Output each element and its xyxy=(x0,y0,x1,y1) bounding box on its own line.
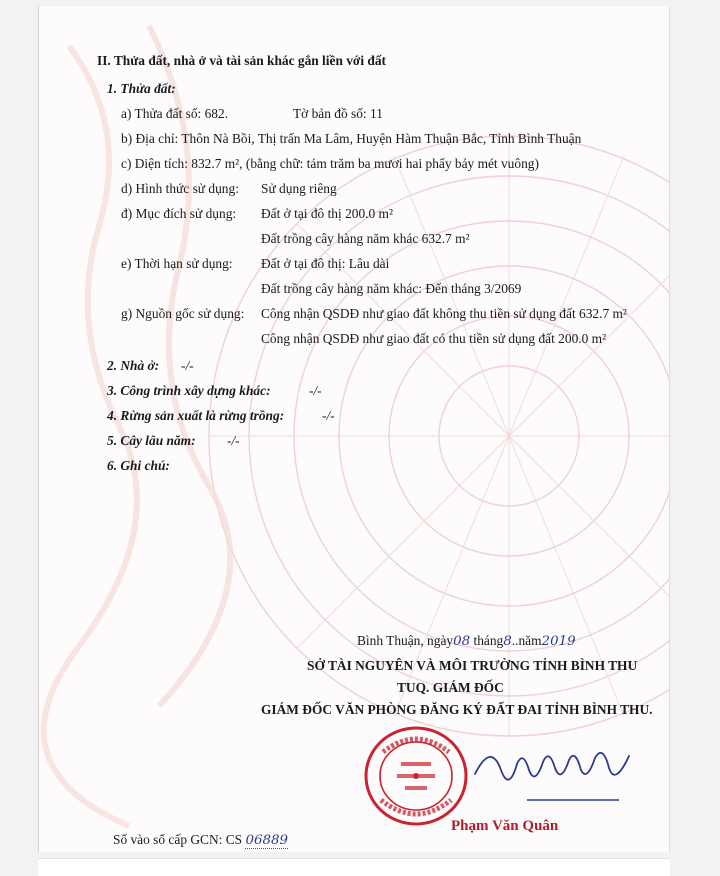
gcn-label: Số vào sổ cấp GCN: xyxy=(113,832,223,847)
signing-place: Bình Thuận, ngày xyxy=(357,633,454,648)
usage-purpose-value-1: Đất ở tại đô thị 200.0 m² xyxy=(261,206,393,221)
director-signature xyxy=(469,734,639,804)
official-seal-stamp xyxy=(361,722,471,830)
house-value: -/- xyxy=(181,358,194,373)
month-word: tháng xyxy=(473,633,504,648)
land-parcel-number: a) Thửa đất số: 682. xyxy=(121,106,229,121)
land-area: c) Diện tích: 832.7 m², (bằng chữ: tám trăm ba mươi hai phẩy bảy mét vuông) xyxy=(121,156,539,171)
usage-term-value-1: Đất ở tại đô thị: Lâu dài xyxy=(261,256,390,271)
office-director: GIÁM ĐỐC VĂN PHÒNG ĐĂNG KÝ ĐẤT ĐAI TỈNH BÌNH THU. xyxy=(261,702,653,717)
signing-date: Bình Thuận, ngày08 tháng8..năm2019 xyxy=(357,633,576,649)
perennial-trees-value: -/- xyxy=(227,433,240,448)
usage-term-value-2: Đất trồng cây hàng năm khác: Đến tháng 3/2069 xyxy=(261,281,522,296)
signing-day: 08 xyxy=(453,634,471,649)
origin-label: g) Nguồn gốc sử dụng: xyxy=(121,306,245,321)
origin-value-2: Công nhận QSDĐ như giao đất có thu tiền sử dụng đất 200.0 m² xyxy=(261,331,607,346)
department-name: SỞ TÀI NGUYÊN VÀ MÔI TRƯỜNG TỈNH BÌNH THU xyxy=(307,658,638,673)
signer-name: Phạm Văn Quân xyxy=(451,818,559,834)
gcn-prefix: CS xyxy=(225,832,243,847)
usage-term-label: e) Thời hạn sử dụng: xyxy=(121,256,233,271)
certificate-page xyxy=(38,6,670,852)
signing-month: 8 xyxy=(503,634,512,649)
usage-form-value: Sử dụng riêng xyxy=(261,181,337,196)
land-map-sheet: Tờ bản đồ số: 11 xyxy=(293,106,383,121)
next-page-edge xyxy=(38,858,670,876)
gcn-register xyxy=(113,832,288,848)
land-heading: 1. Thửa đất: xyxy=(107,81,176,96)
planted-forest-value: -/- xyxy=(322,408,335,423)
usage-purpose-label: đ) Mục đích sử dụng: xyxy=(121,206,237,221)
other-construction-value: -/- xyxy=(309,383,322,398)
other-construction-label: 3. Công trình xây dựng khác: xyxy=(107,383,271,398)
origin-value-1: Công nhận QSDĐ như giao đất không thu tiền sử dụng đất 632.7 m² xyxy=(261,306,627,321)
usage-form-label: d) Hình thức sử dụng: xyxy=(121,181,239,196)
planted-forest-label: 4. Rừng sản xuất là rừng trồng: xyxy=(107,408,285,423)
usage-purpose-value-2: Đất trồng cây hàng năm khác 632.7 m² xyxy=(261,231,470,246)
perennial-trees-label: 5. Cây lâu năm: xyxy=(107,433,196,448)
section-title: II. Thửa đất, nhà ở và tài sản khác gắn liền với đất xyxy=(97,53,387,68)
tuq-director: TUQ. GIÁM ĐỐC xyxy=(397,680,504,695)
house-label: 2. Nhà ở: xyxy=(107,358,160,373)
signing-year: 2019 xyxy=(541,634,576,649)
notes-label: 6. Ghi chú: xyxy=(107,458,170,473)
land-address: b) Địa chỉ: Thôn Nà Bồi, Thị trấn Ma Lâm, Huyện Hàm Thuận Bắc, Tỉnh Bình Thuận xyxy=(121,131,582,146)
gcn-number: 06889 xyxy=(245,833,289,848)
year-word: năm xyxy=(518,633,542,648)
